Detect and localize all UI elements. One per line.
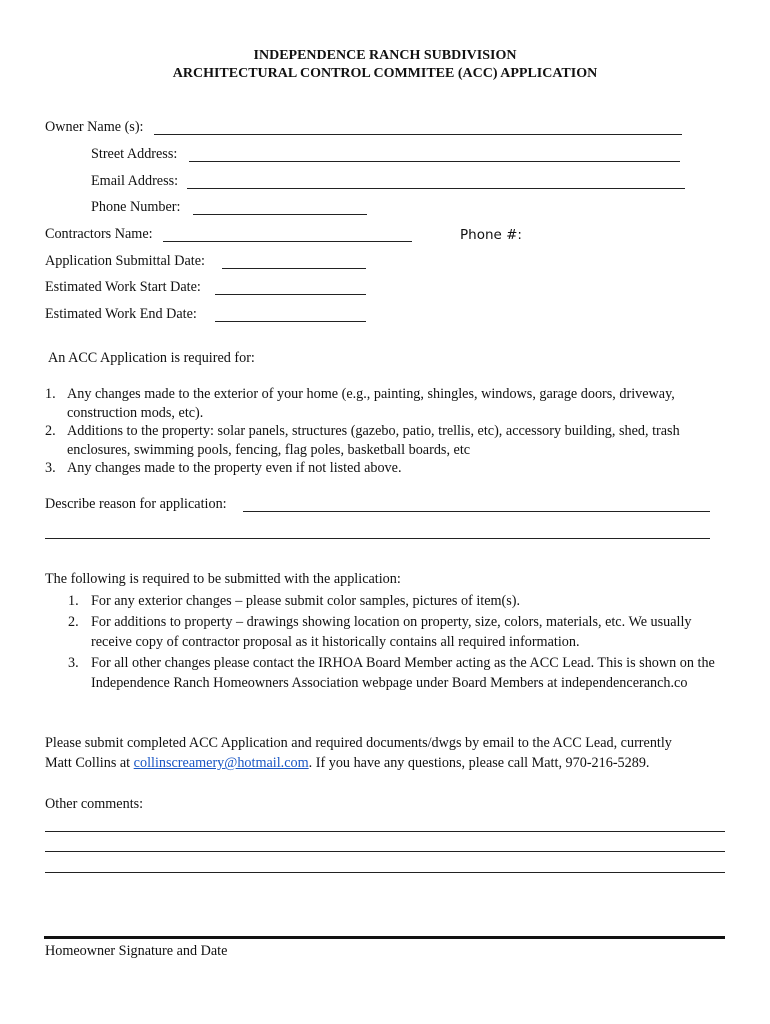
reason-field-continued[interactable]	[45, 538, 710, 539]
comments-line-1[interactable]	[45, 831, 725, 832]
contractor-phone-label: Phone #:	[460, 227, 522, 243]
reason-field[interactable]	[243, 511, 710, 512]
owner-name-field[interactable]	[154, 134, 682, 135]
required-intro: An ACC Application is required for:	[48, 350, 255, 366]
submission-list	[68, 591, 728, 694]
list-item: 3. For all other changes please contact the IRHOA Board Member acting as the ACC Lead. This is shown on the Independence Ranch Homeowners Association webpage under Board Members at independenceranch.co	[68, 654, 715, 691]
instructions-text: Please submit completed ACC Application and required documents/dwgs by email to the ACC Lead, currently	[45, 735, 672, 751]
list-item: 3. Any changes made to the property even if not listed above.	[45, 460, 402, 476]
phone-number-field[interactable]	[193, 214, 367, 215]
submittal-date-label: Application Submittal Date:	[45, 253, 205, 269]
required-list	[45, 385, 725, 478]
email-address-field[interactable]	[187, 188, 685, 189]
list-item: 1. Any changes made to the exterior of your home (e.g., painting, shingles, windows, garage doors, driveway, construction mods, etc).	[45, 386, 675, 421]
work-start-date-field[interactable]	[215, 294, 366, 295]
reason-label: Describe reason for application:	[45, 496, 227, 512]
comments-line-2[interactable]	[45, 851, 725, 852]
document-subtitle: ARCHITECTURAL CONTROL COMMITEE (ACC) APPLICATION	[172, 66, 598, 81]
submittal-date-field[interactable]	[222, 268, 366, 269]
contractors-name-field[interactable]	[163, 241, 412, 242]
comments-line-3[interactable]	[45, 872, 725, 873]
other-comments-label: Other comments:	[45, 796, 144, 812]
contractors-name-label: Contractors Name:	[45, 226, 153, 242]
document-title: INDEPENDENCE RANCH SUBDIVISION	[253, 48, 517, 63]
work-end-date-label: Estimated Work End Date:	[45, 306, 197, 322]
submission-intro: The following is required to be submitted with the application:	[45, 571, 401, 587]
list-item: 1. For any exterior changes – please submit color samples, pictures of item(s).	[68, 593, 521, 609]
instructions-contact: Matt Collins at collinscreamery@hotmail.com. If you have any questions, please call Matt, 970-216-5289.	[45, 755, 650, 771]
work-start-date-label: Estimated Work Start Date:	[45, 279, 201, 295]
list-item: 2. For additions to property – drawings showing location on property, size, colors, materials, etc. We usually receive copy of contractor proposal as it historically contains all required information.	[68, 613, 692, 650]
phone-number-label: Phone Number:	[91, 199, 181, 215]
acc-lead-email-link[interactable]: collinscreamery@hotmail.com	[133, 755, 309, 771]
work-end-date-field[interactable]	[215, 321, 366, 322]
list-item: 2. Additions to the property: solar panels, structures (gazebo, patio, trellis, etc), accessory building, shed, trash enclosures, swimming pools, fencing, flag poles, basketball boards, etc	[45, 423, 680, 458]
street-address-label: Street Address:	[91, 146, 178, 162]
signature-line[interactable]	[44, 936, 725, 939]
email-address-label: Email Address:	[91, 173, 179, 189]
owner-name-label: Owner Name (s):	[45, 119, 144, 135]
signature-label: Homeowner Signature and Date	[45, 943, 228, 959]
street-address-field[interactable]	[189, 161, 680, 162]
